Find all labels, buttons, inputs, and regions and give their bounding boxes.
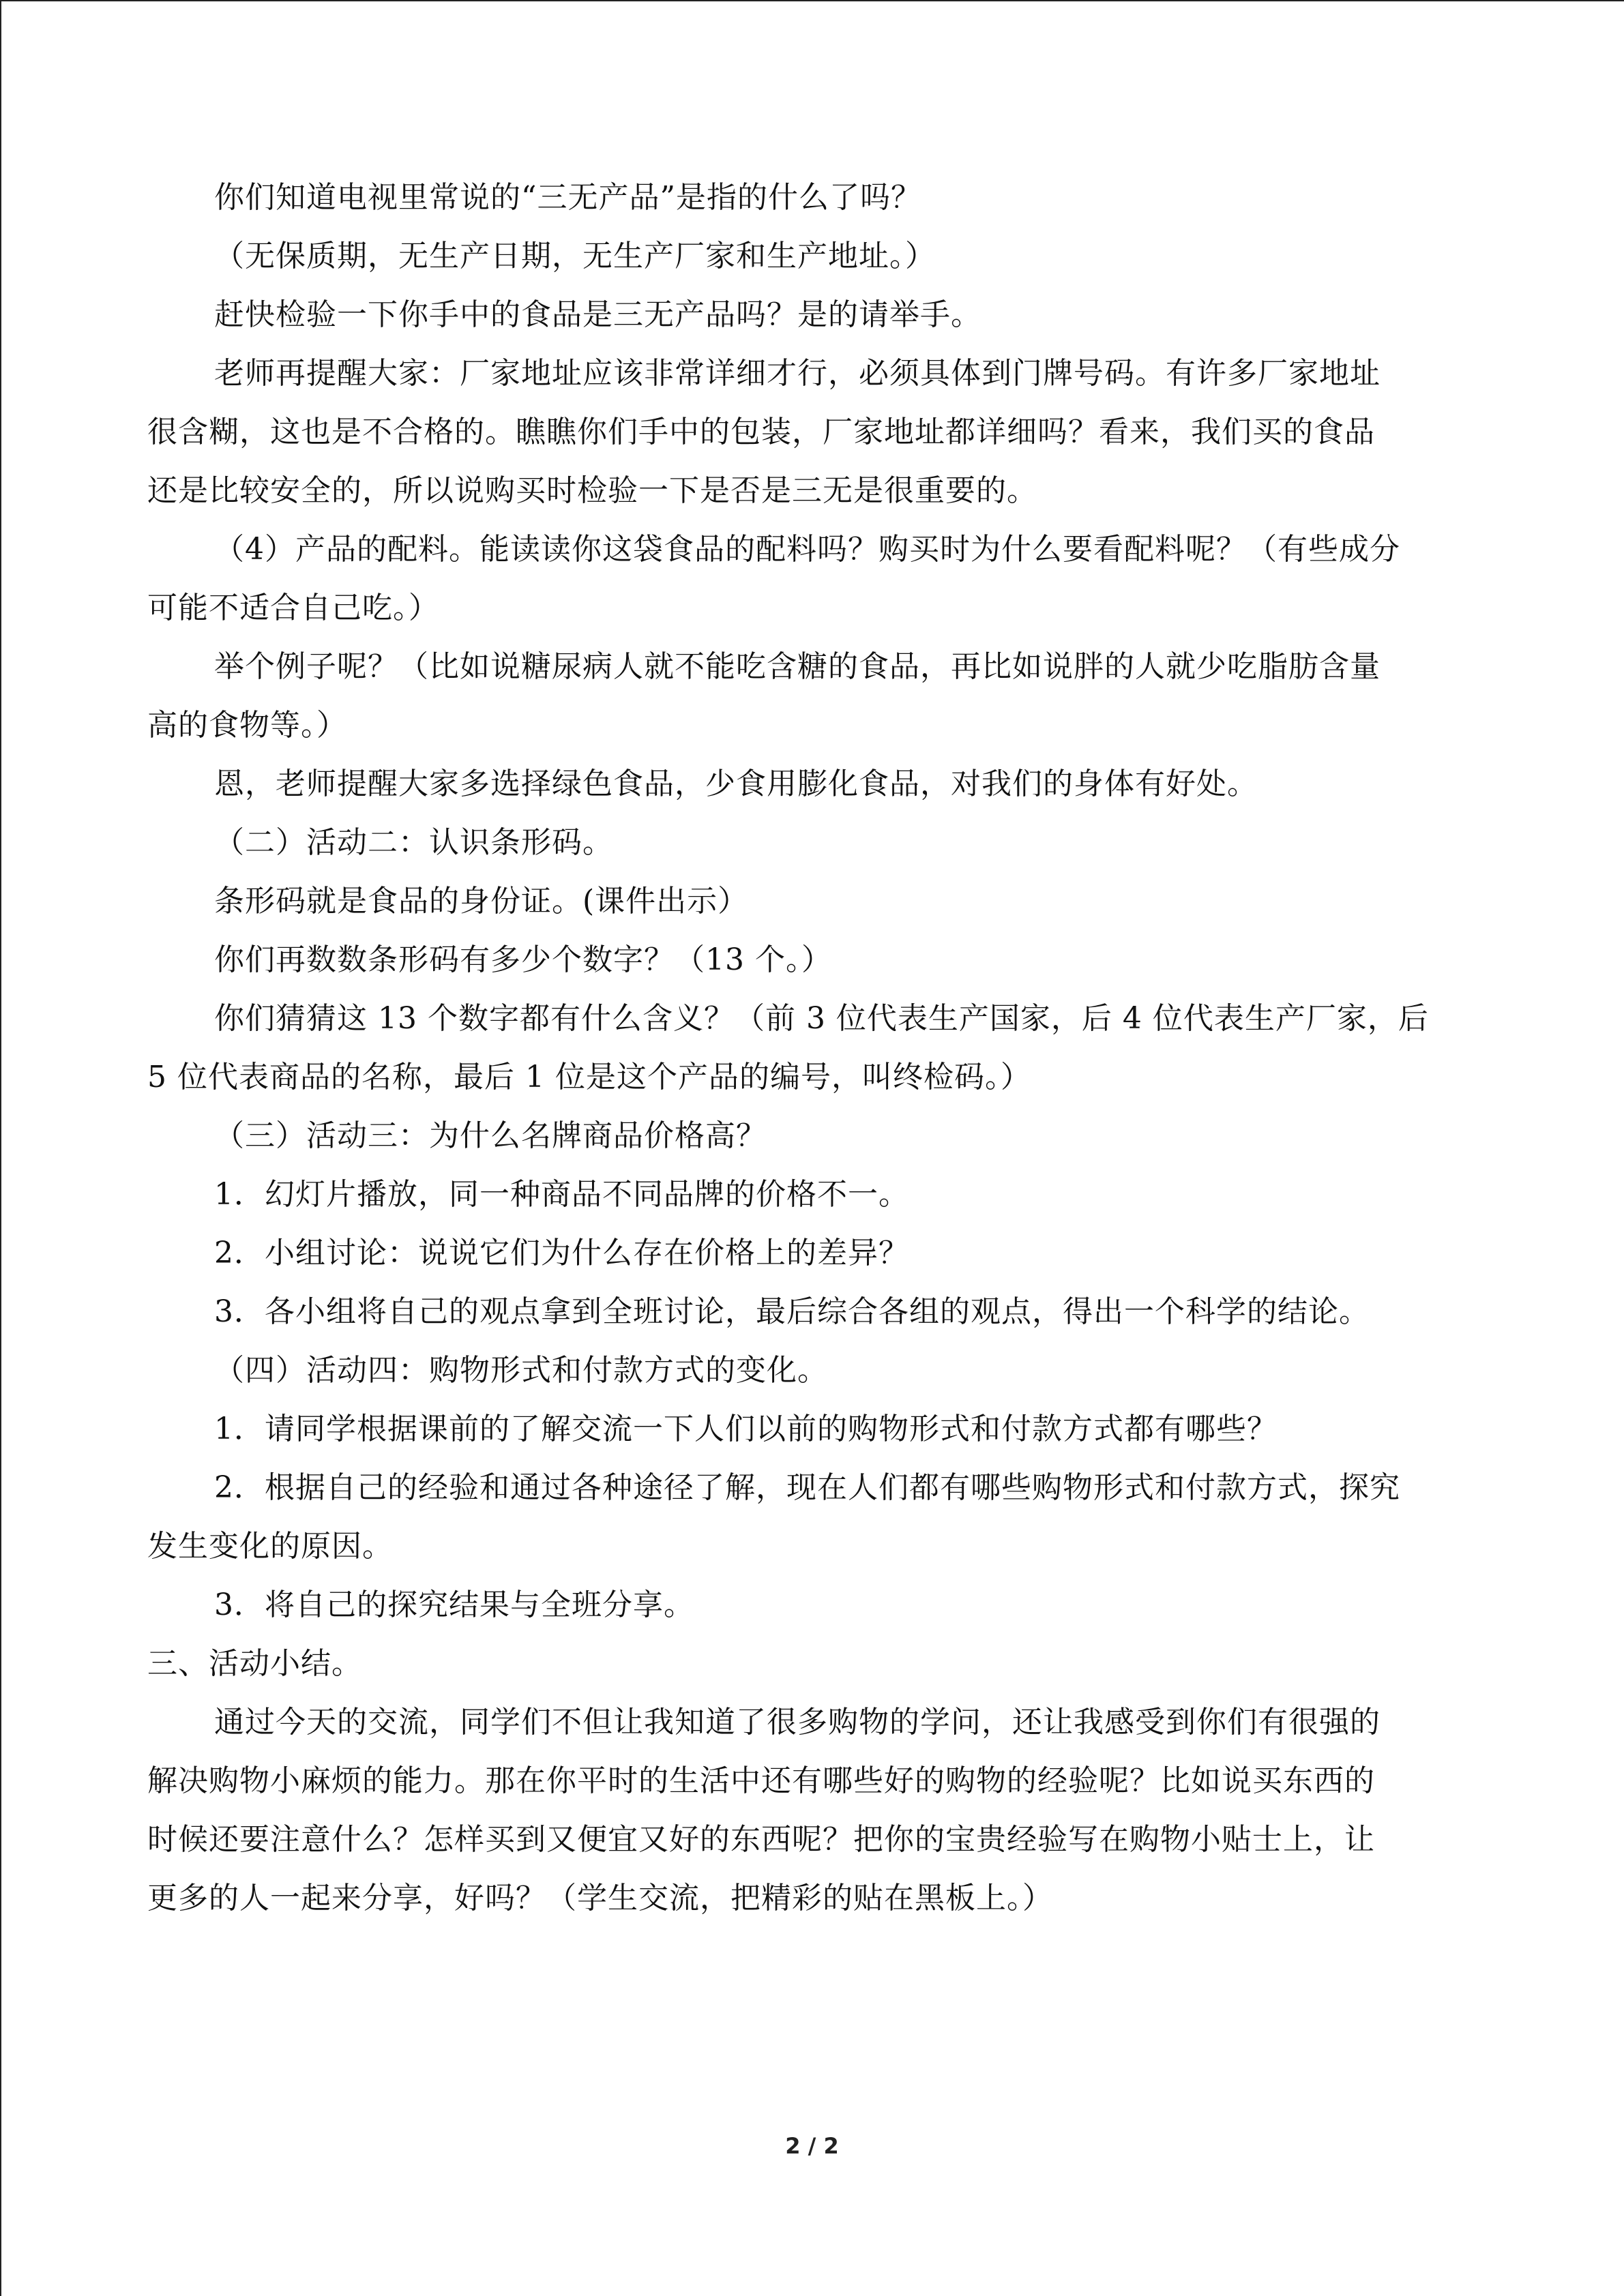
text-line: 解决购物小麻烦的能力。那在你平时的生活中还有哪些好的购物的经验呢？比如说买东西的 — [147, 1763, 1375, 1798]
text-line: （无保质期，无生产日期，无生产厂家和生产地址。） — [214, 239, 936, 273]
text-line: 还是比较安全的，所以说购买时检验一下是否是三无是很重要的。 — [147, 473, 1037, 508]
text-line: 时候还要注意什么？怎样买到又便宜又好的东西呢？把你的宝贵经验写在购物小贴士上，让 — [147, 1822, 1375, 1857]
text-line: 更多的人一起来分享，好吗？（学生交流，把精彩的贴在黑板上。） — [147, 1881, 1053, 1915]
text-line: 你们猜猜这 13 个数字都有什么含义？（前 3 位代表生产国家，后 4 位代表生产厂家，后 — [214, 1001, 1429, 1036]
text-line: 高的食物等。） — [147, 708, 347, 743]
text-line: 通过今天的交流，同学们不但让我知道了很多购物的学问，还让我感受到你们有很强的 — [214, 1705, 1381, 1740]
text-line: 5 位代表商品的名称，最后 1 位是这个产品的编号，叫终检码。） — [147, 1060, 1031, 1094]
section-heading: （二）活动二：认识条形码。 — [214, 825, 613, 860]
list-item: 2．小组讨论：说说它们为什么存在价格上的差异？ — [214, 1236, 909, 1270]
text-line: 条形码就是食品的身份证。(课件出示） — [214, 884, 749, 919]
list-item: 1．幻灯片播放，同一种商品不同品牌的价格不一。 — [214, 1177, 909, 1212]
section-heading: 三、活动小结。 — [147, 1646, 362, 1681]
list-item: 3．将自己的探究结果与全班分享。 — [214, 1587, 694, 1622]
list-item-continued: 发生变化的原因。 — [147, 1529, 393, 1564]
text-line: （4）产品的配料。能读读你这袋食品的配料吗？购买时为什么要看配料呢？（有些成分 — [214, 532, 1400, 567]
text-line: 你们再数数条形码有多少个数字？（13 个。） — [214, 942, 832, 977]
section-heading: （三）活动三：为什么名牌商品价格高？ — [214, 1118, 767, 1153]
section-heading: （四）活动四：购物形式和付款方式的变化。 — [214, 1353, 828, 1388]
text-line: 老师再提醒大家：厂家地址应该非常详细才行，必须具体到门牌号码。有许多厂家地址 — [214, 356, 1381, 391]
text-line: 你们知道电视里常说的“三无产品”是指的什么了吗？ — [214, 180, 921, 215]
text-line: 恩，老师提醒大家多选择绿色食品，少食用膨化食品，对我们的身体有好处。 — [214, 766, 1258, 801]
text-line: 赶快检验一下你手中的食品是三无产品吗？是的请举手。 — [214, 297, 981, 332]
text-line: 举个例子呢？（比如说糖尿病人就不能吃含糖的食品，再比如说胖的人就少吃脂肪含量 — [214, 649, 1381, 684]
list-item: 1．请同学根据课前的了解交流一下人们以前的购物形式和付款方式都有哪些？ — [214, 1412, 1278, 1446]
page-number: 2 / 2 — [785, 2133, 839, 2159]
text-line: 很含糊，这也是不合格的。瞧瞧你们手中的包装，厂家地址都详细吗？看来，我们买的食品 — [147, 415, 1375, 449]
text-line: 可能不适合自己吃。） — [147, 591, 439, 625]
list-item: 3．各小组将自己的观点拿到全班讨论，最后综合各组的观点，得出一个科学的结论。 — [214, 1294, 1370, 1329]
list-item: 2．根据自己的经验和通过各种途径了解，现在人们都有哪些购物形式和付款方式，探究 — [214, 1470, 1400, 1505]
